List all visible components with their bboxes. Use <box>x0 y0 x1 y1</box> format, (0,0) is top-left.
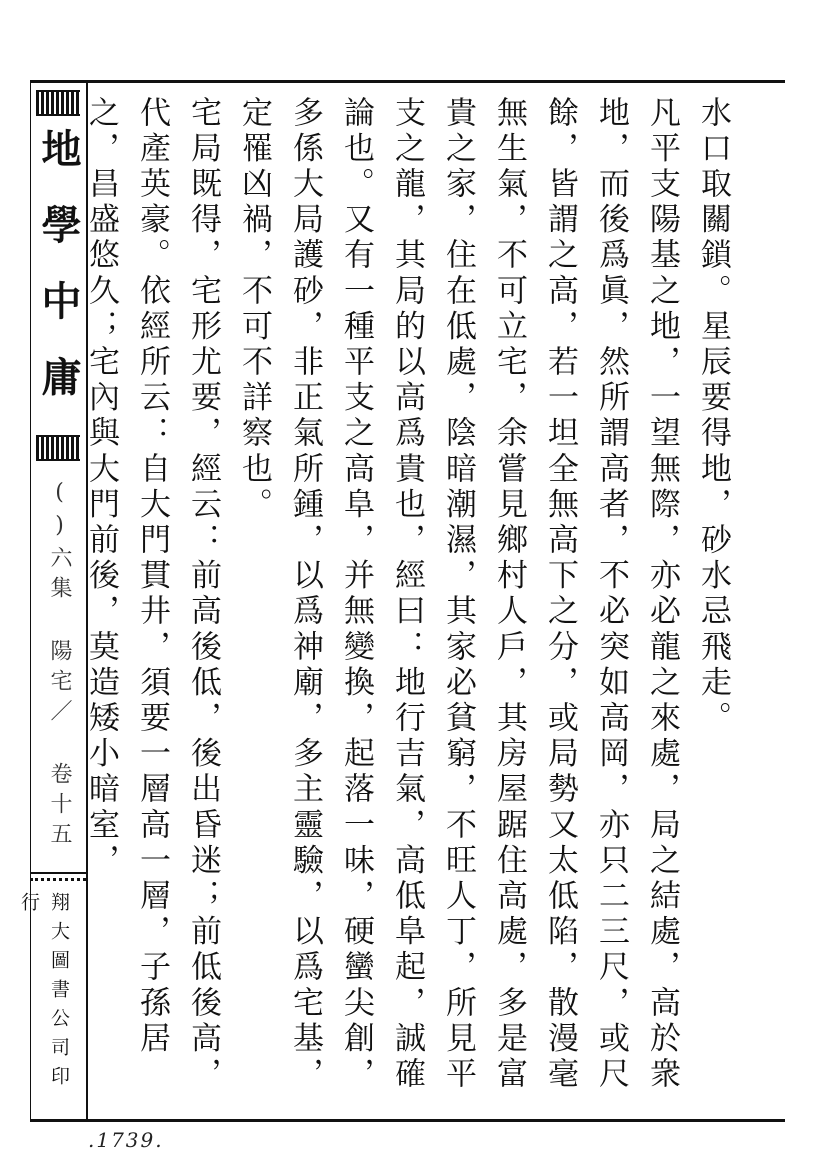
page-number: .1739. <box>88 1128 164 1152</box>
paragraph: 水口取關鎖。星辰要得地，砂水忌飛走。 <box>695 96 731 737</box>
publisher-label: 翔大圖書公司印行 <box>18 892 70 1095</box>
main-text <box>83 96 738 1108</box>
paragraph: 宅局既得，宅形尤要，經云：前高後低，後出昏迷；前低後高，代產英豪。依經所云：自大門貫井，須要一層高一層，子孫居之，昌盛悠久；宅內與大門前後，莫造矮小暗室， <box>83 96 221 1093</box>
paragraph: 凡平支陽基之地，一望無際，亦必龍之來處，局之結處，高於衆地，而後爲眞，然所謂高者，不必突如高岡，亦只二三尺，或尺餘，皆謂之高，若一坦全無高下之分，或局勢又太低陷，散漫毫無生氣，不可立宅，余嘗見鄉村人戶，其房屋踞住高處，多是富貴之家，住在低處，陰暗潮濕，其家必貧窮，不旺人丁，所見平支之龍，其局的以高爲貴也，經曰：地行吉氣，高低阜起，誠確論也。又有一種平支之高阜，并無變換，起落一味，硬蠻尖創，多係大局護砂，非正氣所鍾，以爲神廟，多主靈驗，以爲宅基，定罹凶禍，不可不詳察也。 <box>236 96 680 1093</box>
spine-ornament-middle <box>36 435 80 461</box>
book-title: 地學中庸 <box>35 128 81 432</box>
spine-ornament-top <box>36 90 80 116</box>
volume-label: ()六集 陽宅／ 卷十五 <box>47 480 72 852</box>
